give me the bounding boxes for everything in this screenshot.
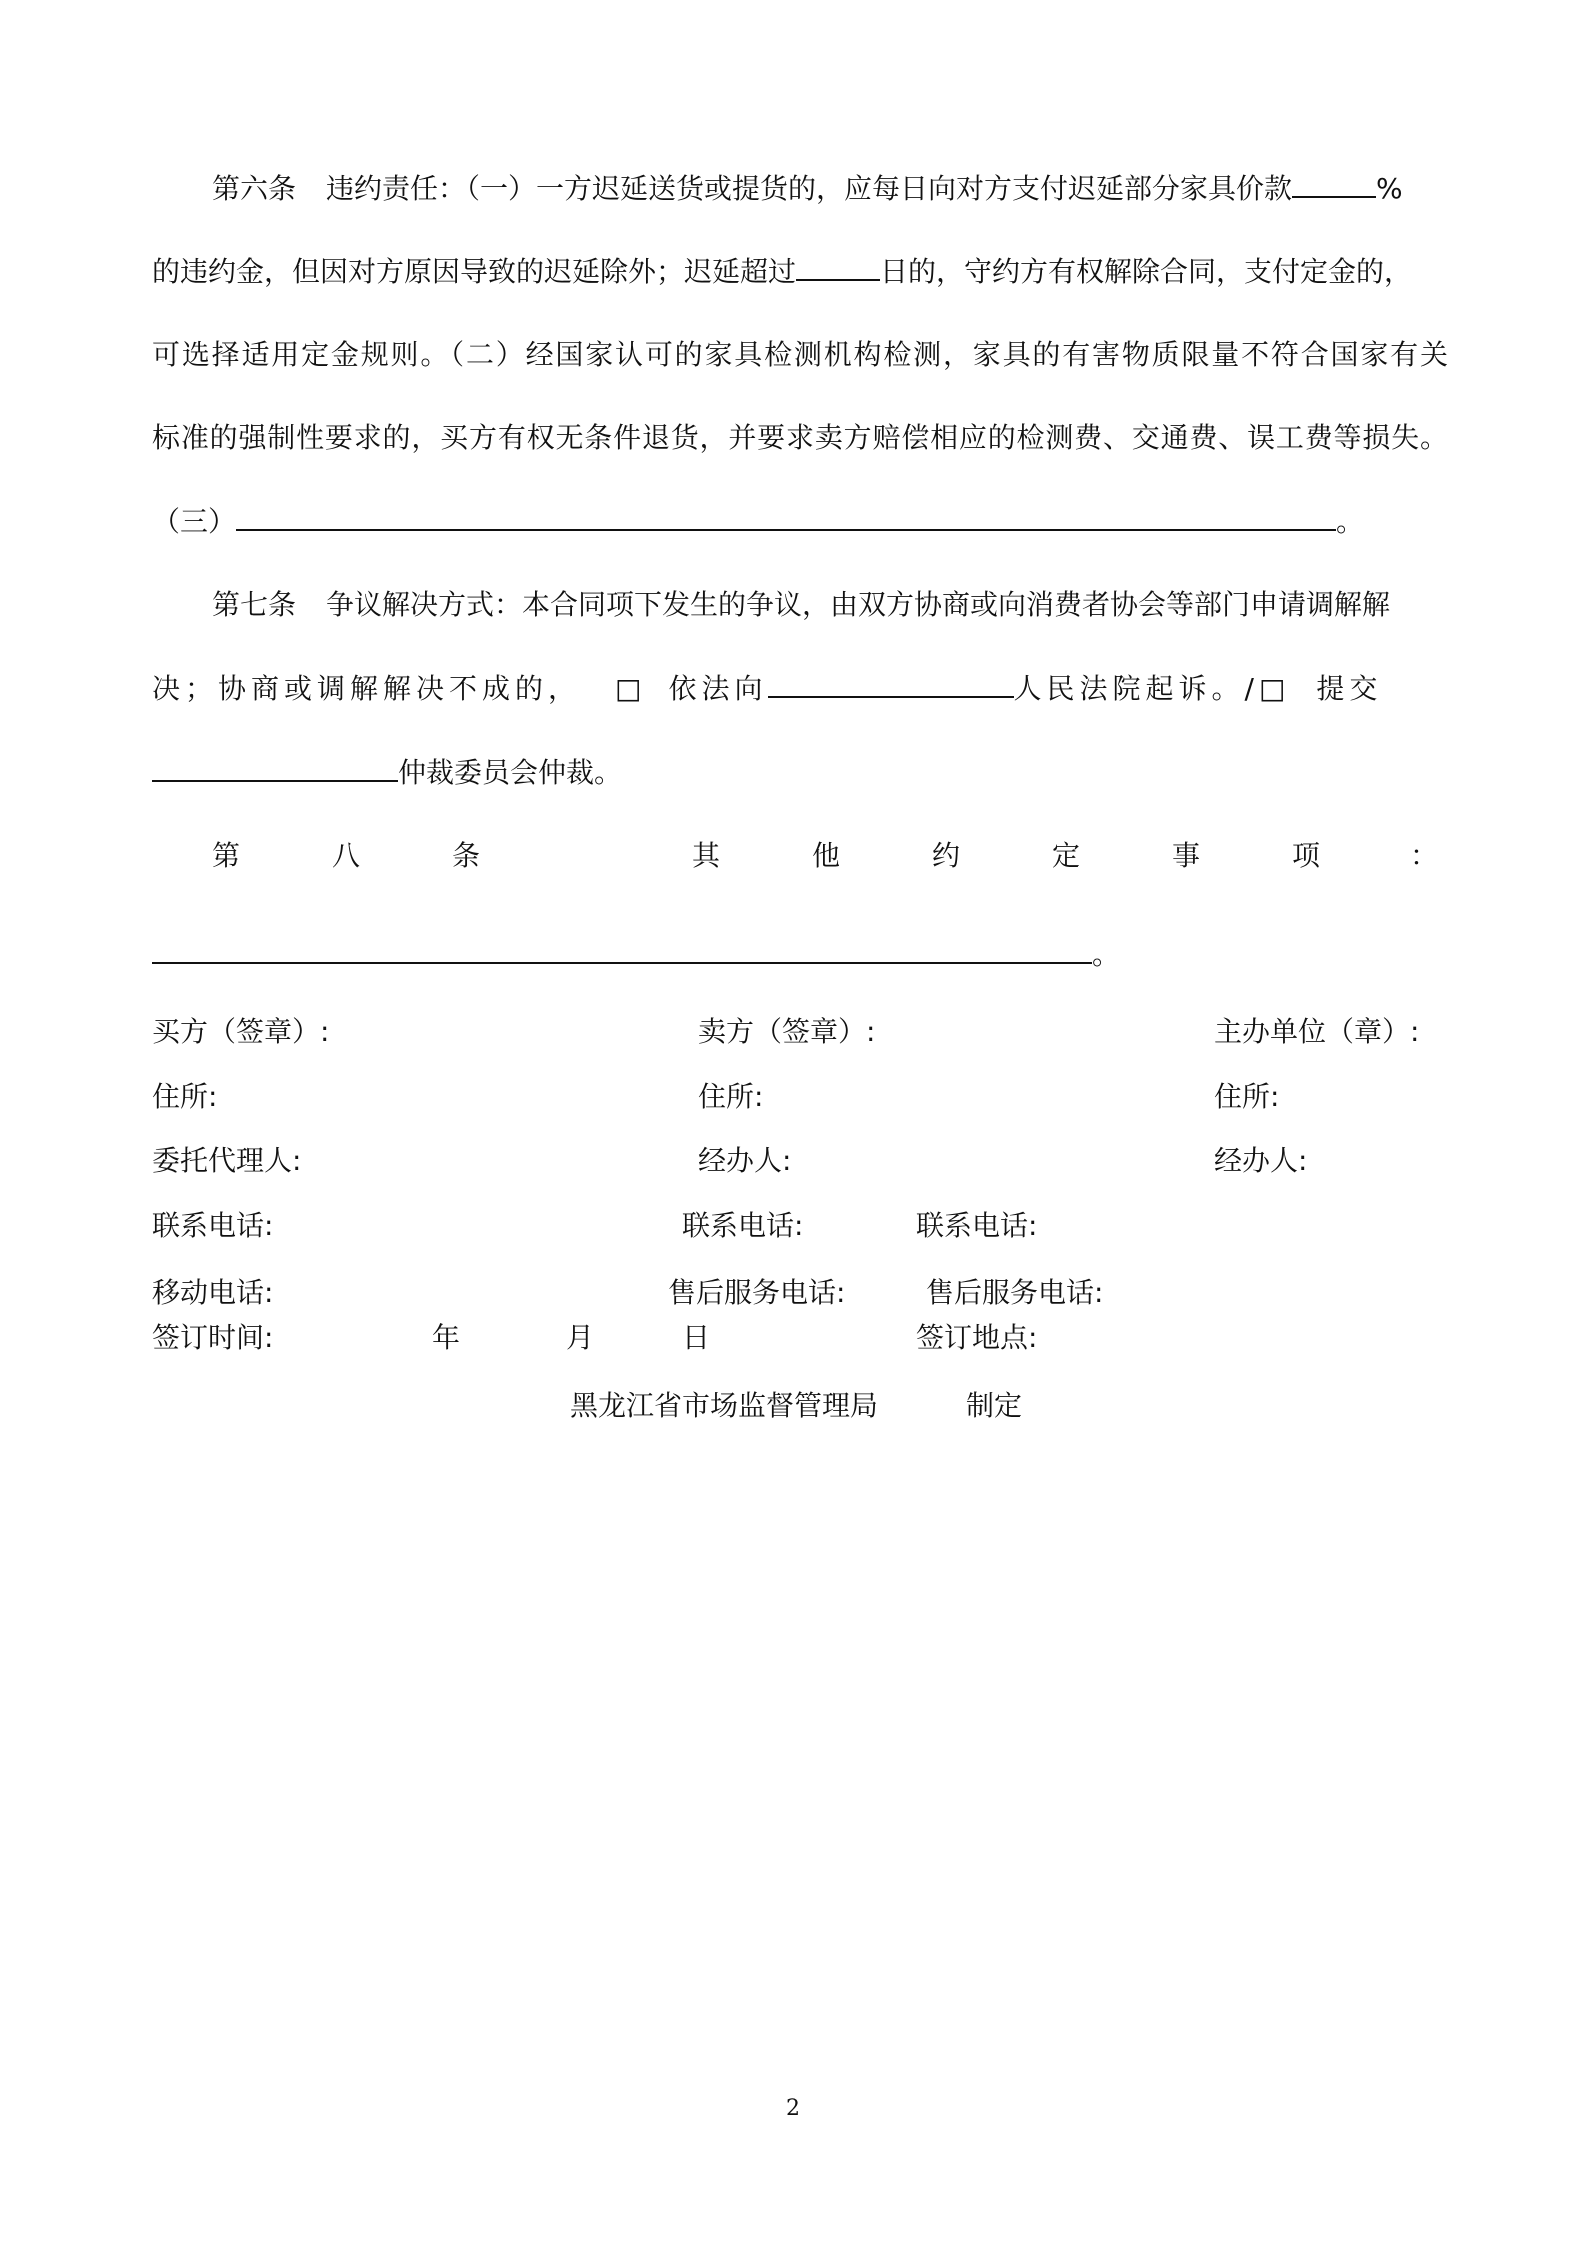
seller-signature-label: 卖方（签章）: [698, 1015, 876, 1048]
organizer-address-label: 住所: [1214, 1080, 1280, 1113]
clause-three-blank[interactable] [236, 501, 1336, 531]
art6-line5 [152, 501, 1364, 542]
art6-text: 的违约金，但因对方原因导致的迟延除外；迟延超过 [152, 255, 797, 288]
month-label: 月 [566, 1321, 595, 1354]
court-checkbox[interactable]: □ [615, 672, 647, 705]
art8-char: 他 [812, 839, 841, 872]
art7-text: 决；协商或调解解决不成的， [152, 672, 582, 705]
art7-text: 提交 [1316, 672, 1383, 705]
art7-line3 [152, 752, 622, 793]
court-name-blank[interactable] [768, 668, 1014, 698]
sign-time-label: 签订时间: [152, 1321, 274, 1354]
seller-after-sales-label: 售后服务电话: [668, 1276, 846, 1309]
art8-char: 条 [452, 839, 481, 872]
issuer-name: 黑龙江省市场监督管理局 [570, 1389, 879, 1422]
mobile-phone-label: 移动电话: [152, 1276, 274, 1309]
art8-char: ： [1410, 839, 1439, 872]
arbitration-committee-blank[interactable] [152, 752, 398, 782]
art7-text: 争议解决方式：本合同项下发生的争议，由双方协商或向消费者协会等部门申请调解解 [326, 588, 1391, 621]
art6-line3: 可选择适用定金规则。（二）经国家认可的家具检测机构检测，家具的有害物质限量不符合国家有关 [152, 338, 1448, 371]
clause-three-label: （三） [152, 505, 237, 538]
art7-text: 依法向 [668, 672, 768, 705]
percent-sign: % [1376, 172, 1403, 205]
seller-handler-label: 经办人: [698, 1144, 792, 1177]
penalty-rate-blank[interactable] [1292, 168, 1376, 198]
art6-text: 日的，守约方有权解除合同，支付定金的， [880, 255, 1413, 288]
seller-phone-label: 联系电话: [682, 1209, 804, 1242]
issuer-made: 制定 [966, 1389, 1023, 1422]
art8-char: 八 [332, 839, 361, 872]
art6-heading: 第六条 [212, 172, 297, 205]
art7-text: 仲裁委员会仲裁。 [398, 756, 623, 789]
period: 。 [1336, 505, 1365, 538]
art7-line1 [212, 585, 1390, 625]
delay-days-blank[interactable] [796, 251, 880, 281]
page-number: 2 [786, 2096, 800, 2121]
buyer-signature-label: 买方（签章）: [152, 1015, 330, 1048]
year-label: 年 [432, 1321, 461, 1354]
art7-heading: 第七条 [212, 588, 297, 621]
art6-line4: 标准的强制性要求的，买方有权无条件退货，并要求卖方赔偿相应的检测费、交通费、误工费等损失。 [152, 421, 1448, 454]
organizer-handler-label: 经办人: [1214, 1144, 1308, 1177]
other-terms-blank[interactable] [152, 934, 1092, 964]
art7-text: 人民法院起诉。/ [1013, 672, 1259, 705]
art8-char: 其 [692, 839, 721, 872]
seller-address-label: 住所: [698, 1080, 764, 1113]
art8-char: 约 [932, 839, 961, 872]
buyer-phone-label: 联系电话: [152, 1209, 274, 1242]
art6-line1 [212, 168, 1403, 209]
art6-text: 违约责任：（一）一方迟延送货或提货的，应每日向对方支付迟延部分家具价款 [326, 172, 1293, 205]
art8-char: 第 [212, 839, 241, 872]
art8-char: 项 [1292, 839, 1321, 872]
organizer-phone-label: 联系电话: [916, 1209, 1038, 1242]
sign-place-label: 签订地点: [916, 1321, 1038, 1354]
art8-line2 [152, 934, 1120, 975]
art8-char: 事 [1172, 839, 1201, 872]
day-label: 日 [682, 1321, 711, 1354]
art8-char: 定 [1052, 839, 1081, 872]
organizer-seal-label: 主办单位（章）: [1214, 1015, 1420, 1048]
art6-line2 [152, 251, 1412, 292]
agent-label: 委托代理人: [152, 1144, 302, 1177]
arbitration-checkbox[interactable]: □ [1258, 672, 1291, 705]
period: 。 [1092, 938, 1121, 971]
buyer-address-label: 住所: [152, 1080, 218, 1113]
organizer-after-sales-label: 售后服务电话: [926, 1276, 1104, 1309]
art7-line2 [152, 668, 1382, 709]
